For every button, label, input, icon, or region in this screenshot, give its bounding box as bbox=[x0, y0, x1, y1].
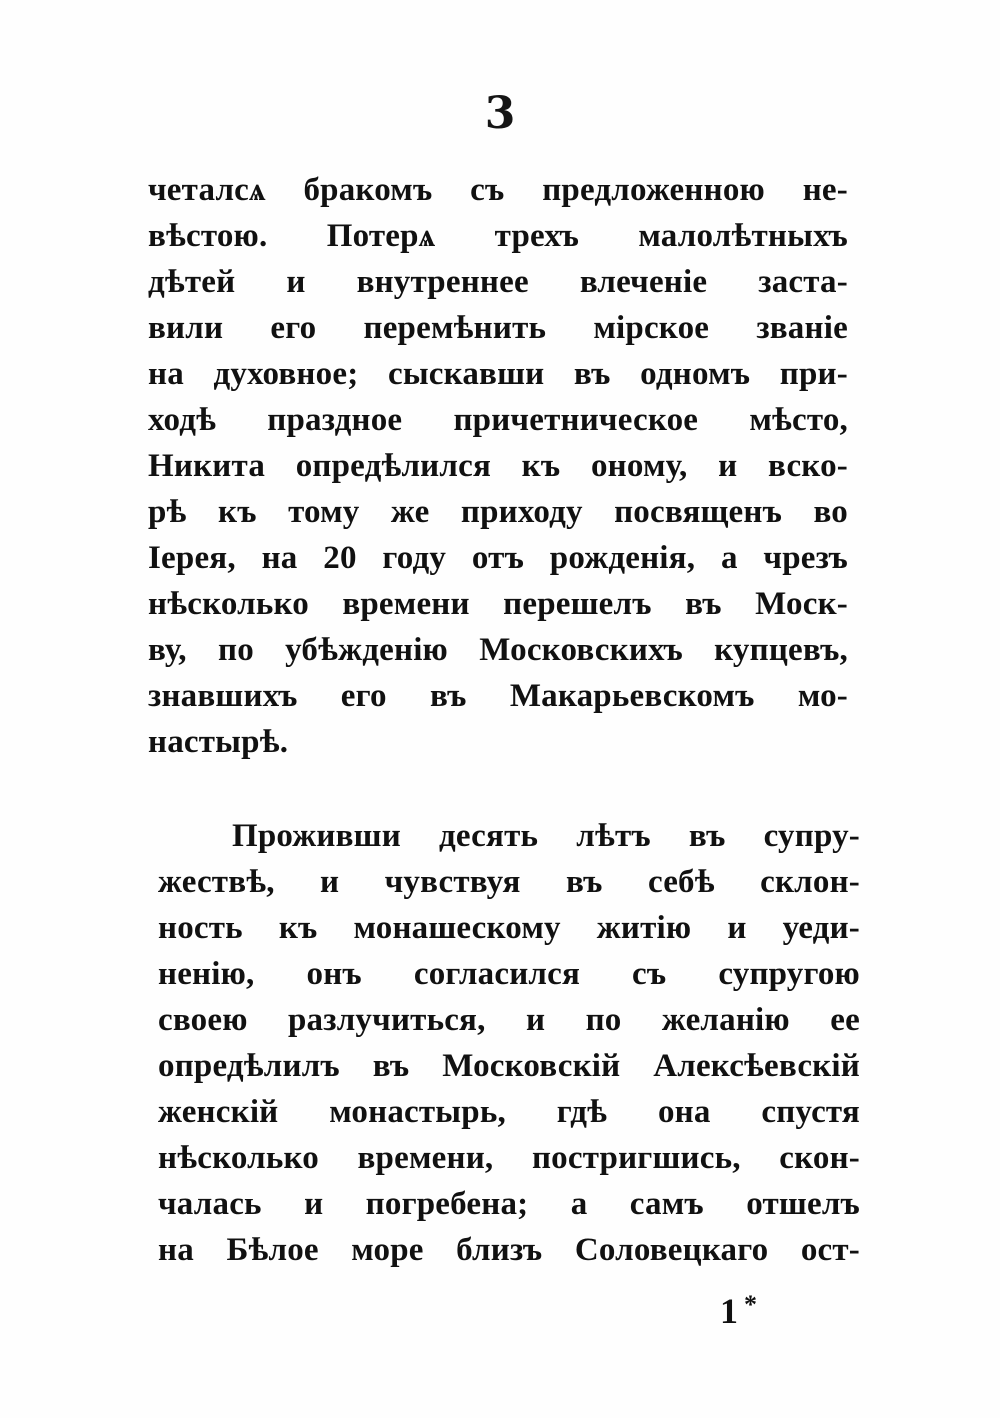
text-line bbox=[148, 448, 848, 494]
word: внутреннее bbox=[356, 264, 529, 300]
word: Никита bbox=[148, 448, 266, 484]
text-line bbox=[148, 356, 848, 402]
word: 20 bbox=[323, 540, 357, 576]
word: чувствуя bbox=[384, 864, 521, 900]
word: и bbox=[320, 864, 340, 900]
word: при- bbox=[779, 356, 848, 392]
text-line bbox=[158, 1048, 860, 1094]
word: приходу bbox=[460, 494, 583, 530]
word: влеченіе bbox=[579, 264, 708, 300]
word: четалсѧ bbox=[148, 172, 266, 208]
text-line bbox=[148, 540, 848, 586]
word: чрезъ bbox=[763, 540, 848, 576]
word: въ bbox=[573, 356, 611, 392]
word: своею bbox=[158, 1002, 248, 1038]
word: съ bbox=[632, 956, 667, 992]
word: Макарьевскомъ bbox=[509, 678, 755, 714]
word: трехъ bbox=[494, 218, 580, 254]
word: жествѣ, bbox=[158, 864, 275, 900]
word: лѣтъ bbox=[576, 818, 651, 854]
page-number: 3 bbox=[484, 88, 516, 139]
text-line bbox=[148, 724, 848, 770]
word: монастырь, bbox=[329, 1094, 506, 1130]
word: къ bbox=[217, 494, 257, 530]
word: мірское bbox=[593, 310, 710, 346]
word: нѣсколько bbox=[148, 586, 309, 622]
word: и bbox=[304, 1186, 324, 1222]
word: бракомъ bbox=[303, 172, 433, 208]
word: Моск- bbox=[755, 586, 848, 622]
word: въ bbox=[685, 586, 722, 622]
word: перешелъ bbox=[503, 586, 652, 622]
word: монашескому bbox=[353, 910, 561, 946]
word: Потерѧ bbox=[326, 218, 436, 254]
word: море bbox=[351, 1232, 424, 1268]
word: по bbox=[217, 632, 254, 668]
word: вѣстою. bbox=[148, 218, 268, 254]
word: постригшись, bbox=[531, 1140, 741, 1176]
word: оному, bbox=[590, 448, 688, 484]
word: одномъ bbox=[640, 356, 751, 392]
text-line bbox=[148, 264, 848, 310]
word: рожденія, bbox=[549, 540, 696, 576]
word: Соловецкаго bbox=[574, 1232, 769, 1268]
word: перемѣнить bbox=[363, 310, 547, 346]
word: опредѣлился bbox=[295, 448, 492, 484]
word: Московскихъ bbox=[479, 632, 683, 668]
word: опредѣлилъ bbox=[158, 1048, 340, 1084]
word: сыскавши bbox=[387, 356, 545, 392]
word: житію bbox=[596, 910, 692, 946]
text-line bbox=[148, 632, 848, 678]
word: она bbox=[657, 1094, 711, 1130]
word: ненію, bbox=[158, 956, 255, 992]
word: дѣтей bbox=[148, 264, 236, 300]
word: и bbox=[286, 264, 306, 300]
word: близъ bbox=[456, 1232, 543, 1268]
word: отшелъ bbox=[746, 1186, 860, 1222]
word: въ bbox=[565, 864, 603, 900]
word: времени bbox=[342, 586, 470, 622]
text-line bbox=[158, 956, 860, 1002]
word: на bbox=[261, 540, 298, 576]
text-line bbox=[158, 1002, 860, 1048]
word: къ bbox=[278, 910, 318, 946]
word: ходѣ bbox=[148, 402, 217, 438]
word: склон- bbox=[760, 864, 860, 900]
word: ее bbox=[830, 1002, 860, 1038]
signature-number: 1 bbox=[720, 1291, 738, 1331]
word: желанію bbox=[661, 1002, 790, 1038]
word: праздное bbox=[267, 402, 403, 438]
word: супругою bbox=[718, 956, 860, 992]
word: ву, bbox=[148, 632, 187, 668]
line-text: настырѣ. bbox=[148, 724, 289, 760]
signature-mark bbox=[720, 1290, 757, 1332]
word: тому bbox=[288, 494, 360, 530]
word: духовное; bbox=[213, 356, 359, 392]
word: купцевъ, bbox=[714, 632, 848, 668]
word: убѣжденію bbox=[285, 632, 448, 668]
word: не- bbox=[802, 172, 848, 208]
word: десять bbox=[439, 818, 539, 854]
word: званіе bbox=[756, 310, 848, 346]
word: предложенною bbox=[542, 172, 765, 208]
word: заста- bbox=[758, 264, 848, 300]
word: Московскій bbox=[442, 1048, 621, 1084]
word: времени, bbox=[357, 1140, 494, 1176]
word: спустя bbox=[761, 1094, 860, 1130]
word: Іерея, bbox=[148, 540, 236, 576]
word: разлучиться, bbox=[288, 1002, 486, 1038]
text-line bbox=[158, 1094, 860, 1140]
word: мѣсто, bbox=[749, 402, 848, 438]
word: а bbox=[720, 540, 738, 576]
word: его bbox=[270, 310, 317, 346]
word: Алексѣевскій bbox=[653, 1048, 860, 1084]
word: погребена; bbox=[365, 1186, 529, 1222]
word: въ bbox=[372, 1048, 410, 1084]
text-line bbox=[148, 172, 848, 218]
text-line bbox=[158, 910, 860, 956]
text-line bbox=[148, 402, 848, 448]
word: ост- bbox=[800, 1232, 860, 1268]
word: рѣ bbox=[148, 494, 187, 530]
text-line bbox=[148, 218, 848, 264]
word: гдѣ bbox=[556, 1094, 608, 1130]
word: чалась bbox=[158, 1186, 262, 1222]
text-line bbox=[148, 586, 848, 632]
word: посвященъ bbox=[614, 494, 783, 530]
word: его bbox=[340, 678, 387, 714]
text-line bbox=[158, 1232, 860, 1278]
word: нѣсколько bbox=[158, 1140, 319, 1176]
word: же bbox=[390, 494, 430, 530]
text-line bbox=[148, 494, 848, 540]
word: и bbox=[525, 1002, 546, 1038]
word: въ bbox=[429, 678, 467, 714]
word: женскій bbox=[158, 1094, 279, 1130]
word: и bbox=[718, 448, 738, 484]
text-line bbox=[148, 310, 848, 356]
word: вско- bbox=[768, 448, 848, 484]
signature-star: * bbox=[744, 1290, 757, 1319]
word: въ bbox=[688, 818, 726, 854]
word: малолѣтныхъ bbox=[638, 218, 848, 254]
text-line bbox=[158, 1140, 860, 1186]
word: году bbox=[382, 540, 447, 576]
word: на bbox=[148, 356, 184, 392]
word: на bbox=[158, 1232, 194, 1268]
word: уеди- bbox=[782, 910, 860, 946]
word: Бѣлое bbox=[226, 1232, 319, 1268]
word: себѣ bbox=[647, 864, 715, 900]
word: съ bbox=[470, 172, 505, 208]
word: онъ bbox=[306, 956, 362, 992]
word: къ bbox=[521, 448, 561, 484]
text-line bbox=[232, 818, 860, 864]
text-line bbox=[148, 678, 848, 724]
word: самъ bbox=[629, 1186, 704, 1222]
word: вили bbox=[148, 310, 224, 346]
text-line bbox=[158, 1186, 860, 1232]
word: знавшихъ bbox=[148, 678, 298, 714]
word: по bbox=[585, 1002, 622, 1038]
word: во bbox=[813, 494, 848, 530]
word: мо- bbox=[797, 678, 848, 714]
word: отъ bbox=[471, 540, 525, 576]
word: а bbox=[570, 1186, 588, 1222]
word: согласился bbox=[413, 956, 581, 992]
word: и bbox=[727, 910, 747, 946]
word: скон- bbox=[779, 1140, 860, 1176]
word: супру- bbox=[763, 818, 860, 854]
word: Проживши bbox=[232, 818, 401, 854]
text-line bbox=[158, 864, 860, 910]
word: причетническое bbox=[453, 402, 699, 438]
word: ность bbox=[158, 910, 243, 946]
